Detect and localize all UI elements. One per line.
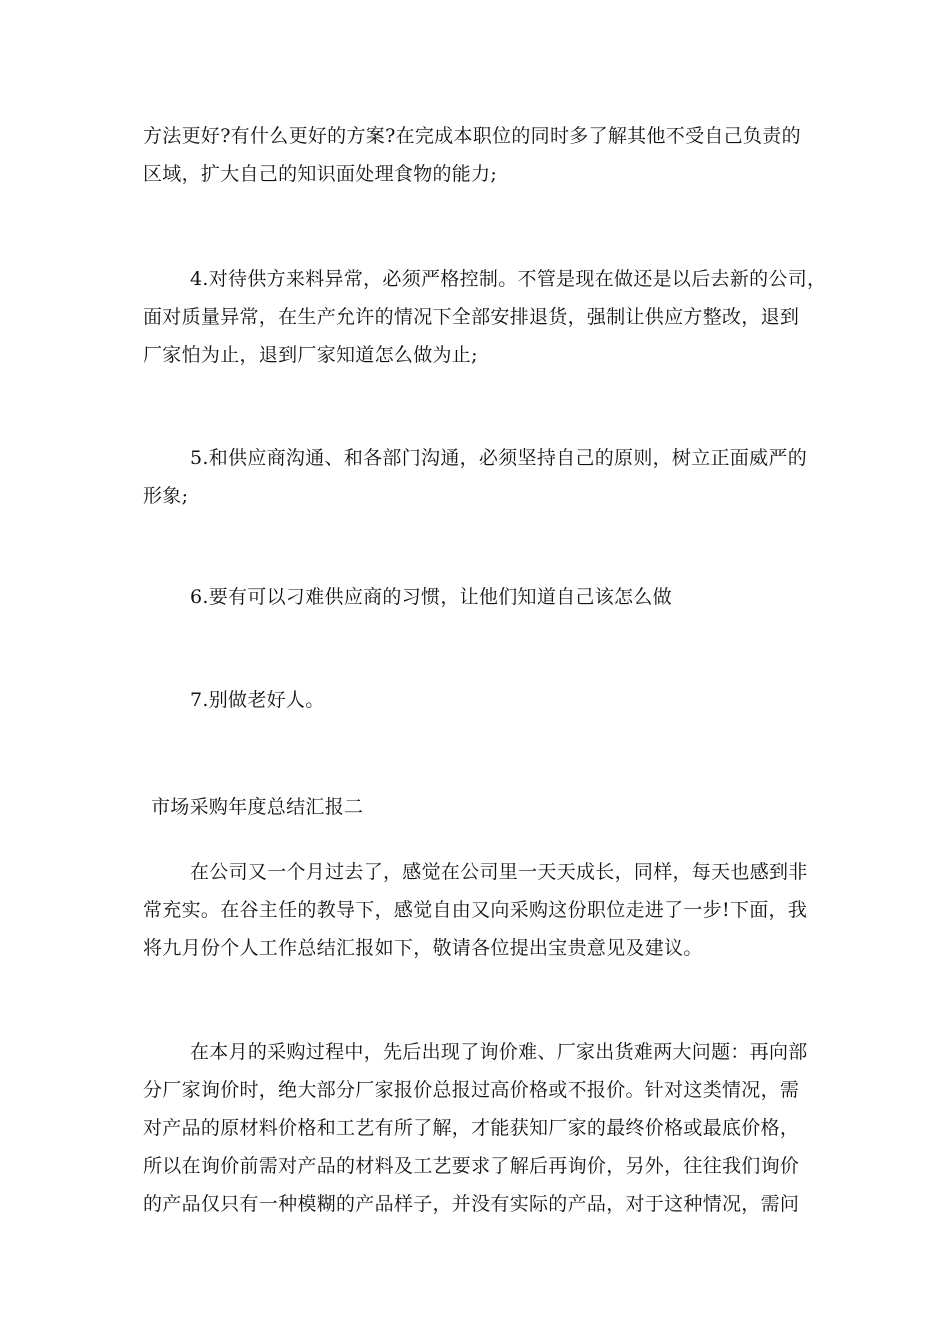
list-item-5-line: 5.和供应商沟通、和各部门沟通，必须坚持自己的原则，树立正面威严的 xyxy=(190,447,808,469)
body-paragraph-line: 对产品的原材料价格和工艺有所了解，才能获知厂家的最终价格或最底价格， xyxy=(143,1117,800,1139)
body-paragraph-line: 分厂家询价时，绝大部分厂家报价总报过高价格或不报价。针对这类情况，需 xyxy=(143,1079,800,1101)
list-item-7-line: 7.别做老好人。 xyxy=(190,689,325,711)
body-paragraph-line: 在本月的采购过程中，先后出现了询价难、厂家出货难两大问题：再向部 xyxy=(190,1041,808,1063)
list-item-6-line: 6.要有可以刁难供应商的习惯，让他们知道自己该怎么做 xyxy=(190,586,672,608)
paragraph-line: 区域，扩大自己的知识面处理食物的能力; xyxy=(143,163,498,185)
intro-paragraph-line: 常充实。在谷主任的教导下，感觉自由又向采购这份职位走进了一步!下面，我 xyxy=(143,899,808,921)
list-item-4-line: 面对质量异常，在生产允许的情况下全部安排退货，强制让供应方整改，退到 xyxy=(143,306,800,328)
list-item-4-line: 4.对待供方来料异常，必须严格控制。不管是现在做还是以后去新的公司， xyxy=(190,268,827,290)
list-item-4-line: 厂家怕为止，退到厂家知道怎么做为止; xyxy=(143,344,478,366)
body-paragraph-line: 的产品仅只有一种模糊的产品样子，并没有实际的产品，对于这种情况，需问 xyxy=(143,1193,800,1215)
list-item-5-line: 形象; xyxy=(143,485,189,507)
intro-paragraph-line: 将九月份个人工作总结汇报如下，敬请各位提出宝贵意见及建议。 xyxy=(143,937,703,959)
paragraph-line: 方法更好?有什么更好的方案?在完成本职位的同时多了解其他不受自己负责的 xyxy=(143,125,801,147)
section-title: 市场采购年度总结汇报二 xyxy=(151,796,364,818)
body-paragraph-line: 所以在询价前需对产品的材料及工艺要求了解后再询价，另外，往往我们询价 xyxy=(143,1155,800,1177)
intro-paragraph-line: 在公司又一个月过去了，感觉在公司里一天天成长，同样，每天也感到非 xyxy=(190,861,808,883)
